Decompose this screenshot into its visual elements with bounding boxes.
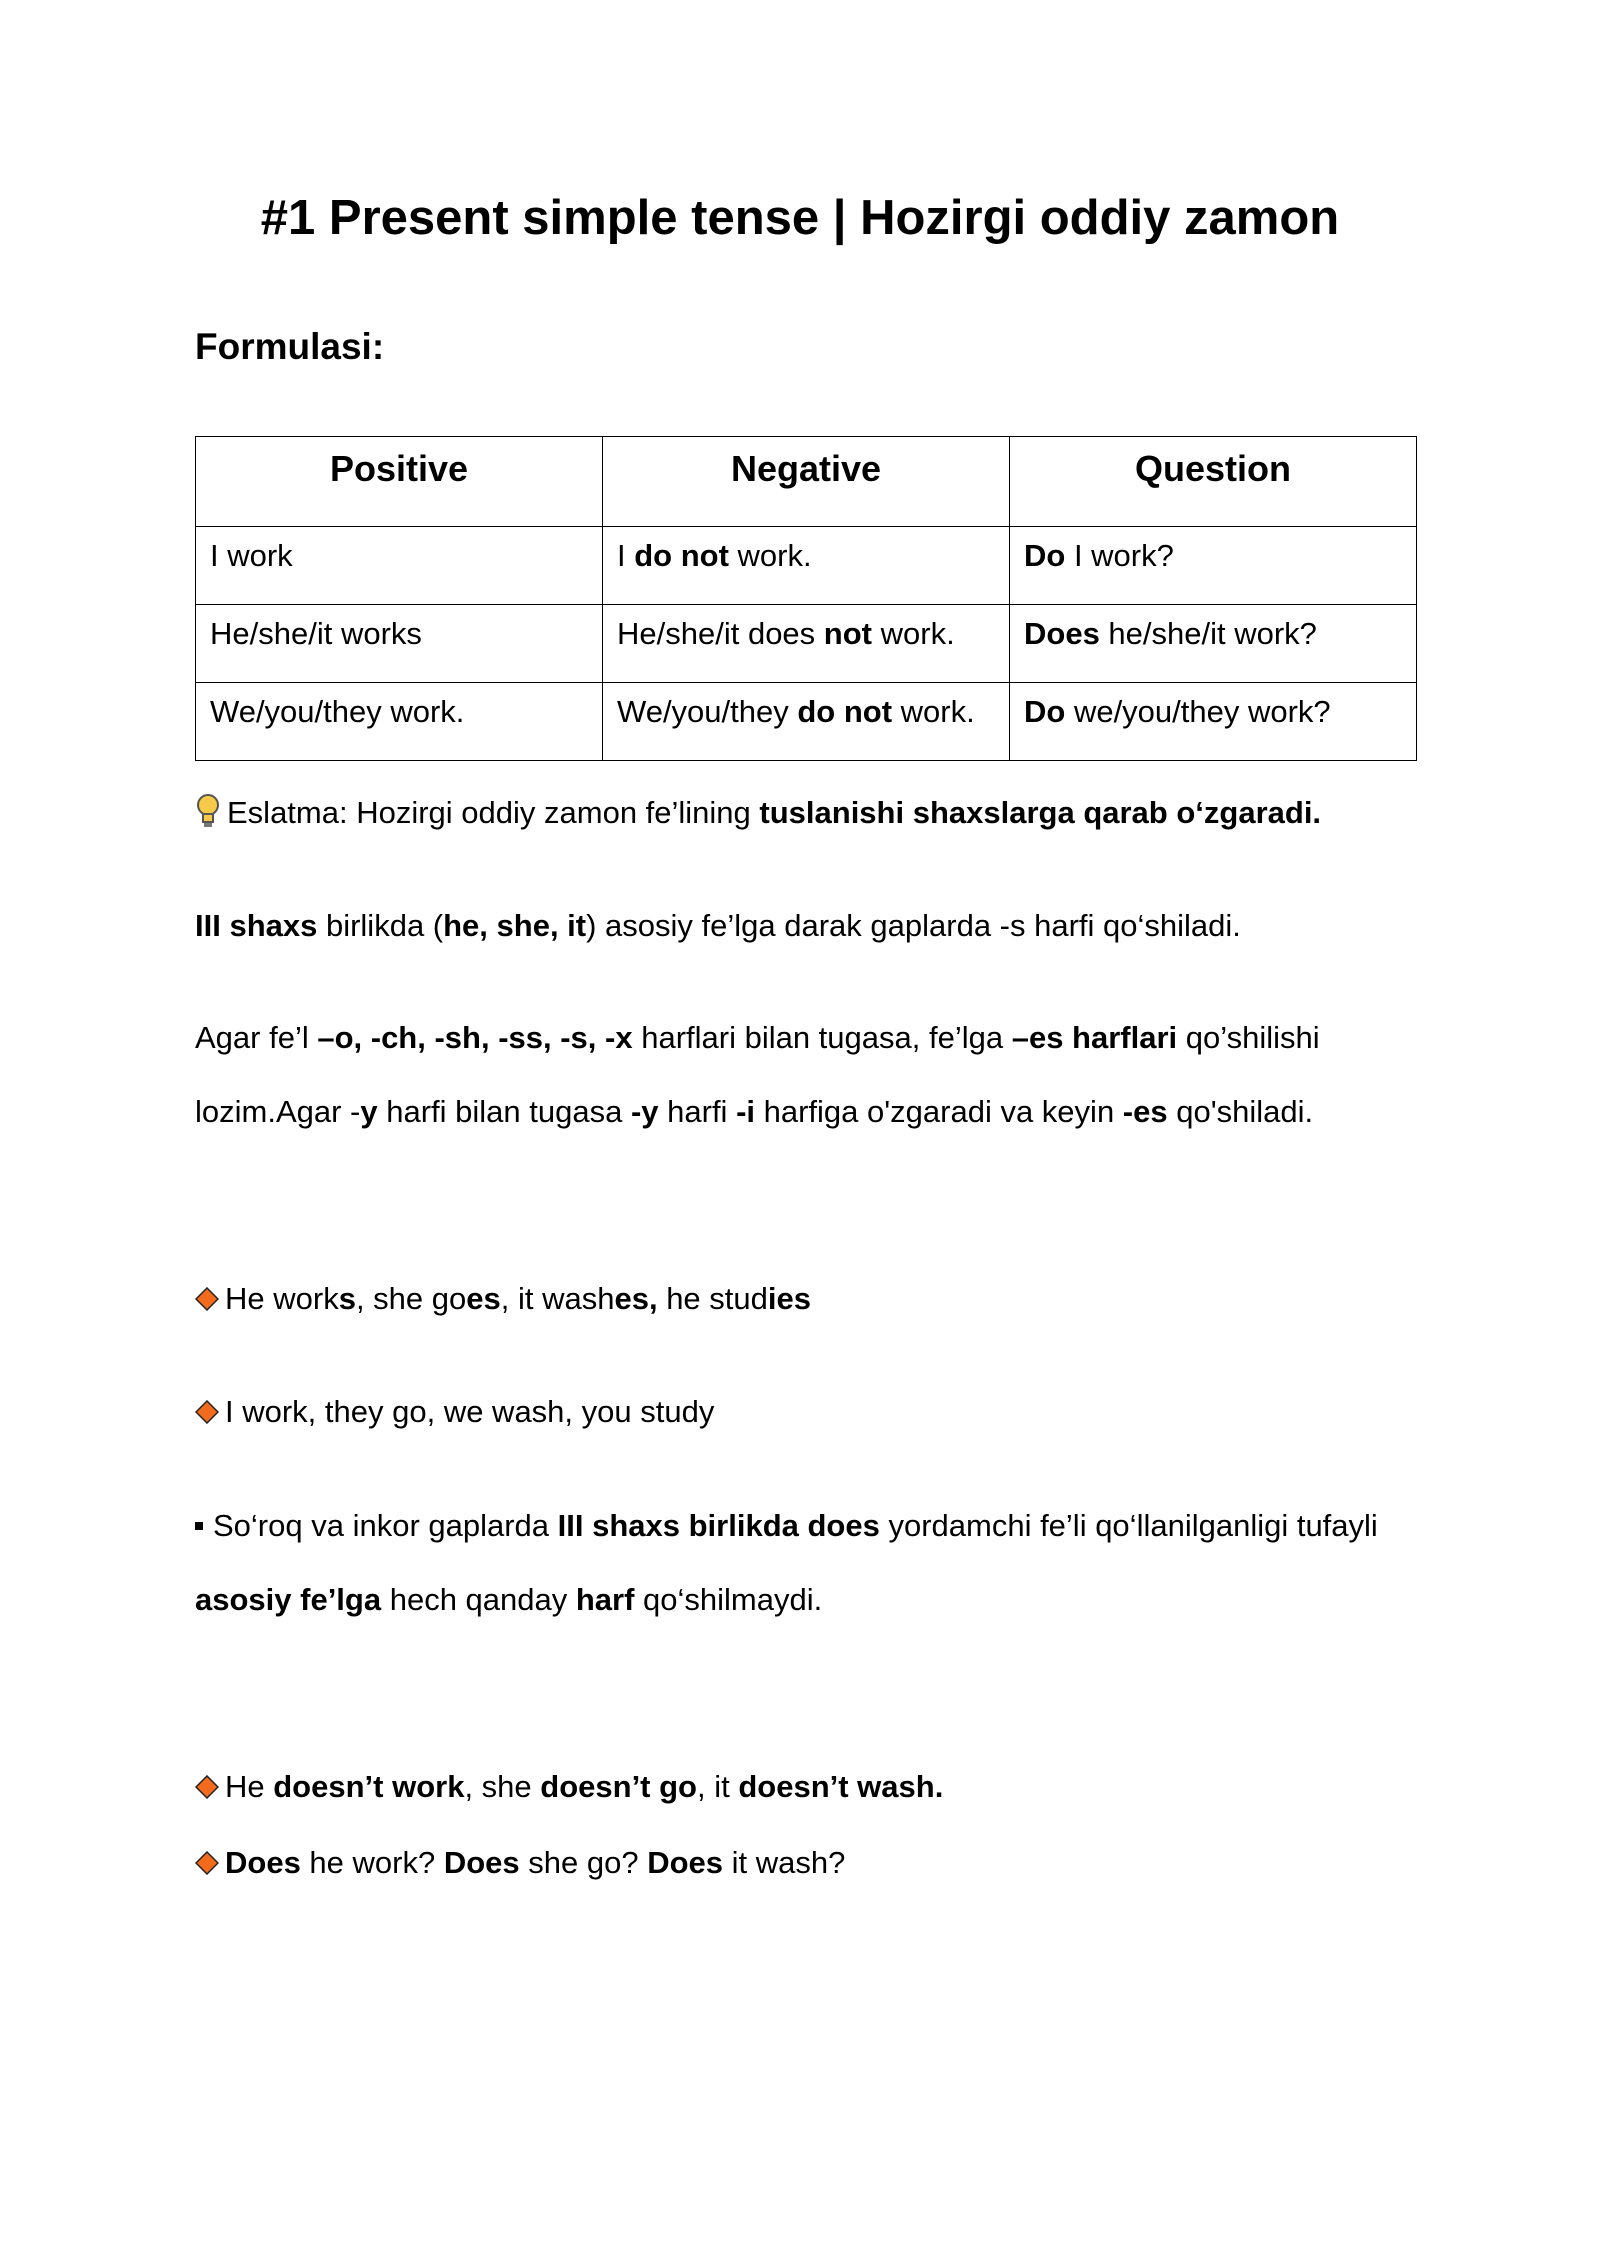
note-paragraph: Eslatma: Hozirgi oddiy zamon fe’lining tuslanishi shaxslarga qarab o‘zgaradi.	[195, 776, 1425, 850]
page-title: #1 Present simple tense | Hozirgi oddiy zamon	[260, 191, 1340, 245]
diamond-bullet-icon	[195, 1400, 219, 1424]
table-row	[196, 683, 1417, 761]
diamond-bullet-icon	[195, 1775, 219, 1799]
positive-cell: I work	[196, 527, 603, 605]
question-cell: Do we/you/they work?	[1010, 683, 1417, 761]
example-third-person: He works, she goes, it washes, he studies	[195, 1262, 1425, 1336]
diamond-bullet-icon	[195, 1851, 219, 1875]
square-bullet-icon	[195, 1522, 203, 1530]
example-negatives: He doesn’t work, she doesn’t go, it doesn’t wash.	[195, 1750, 1425, 1824]
table-row	[196, 527, 1417, 605]
formula-table	[195, 436, 1417, 761]
negative-cell: He/she/it does not work.	[603, 605, 1010, 683]
positive-cell: He/she/it works	[196, 605, 603, 683]
table-row	[196, 605, 1417, 683]
question-cell: Do I work?	[1010, 527, 1417, 605]
formula-heading: Formulasi:	[195, 326, 385, 367]
rule-questions-negatives: So‘roq va inkor gaplarda III shaxs birlikda does yordamchi fe’li qo‘llanilganligi tufayli asosiy fe’lga hech qanday harf qo‘shilmaydi.	[195, 1508, 1378, 1617]
column-header-positive: Positive	[196, 437, 603, 527]
negative-cell: We/you/they do not work.	[603, 683, 1010, 761]
diamond-bullet-icon	[195, 1287, 219, 1311]
table-header-row	[196, 437, 1417, 527]
column-header-question: Question	[1010, 437, 1417, 527]
example-other-persons: I work, they go, we wash, you study	[195, 1375, 1425, 1449]
lightbulb-icon	[195, 793, 221, 829]
question-cell: Does he/she/it work?	[1010, 605, 1417, 683]
rule-es-ending: Agar fe’l –o, -ch, -sh, -ss, -s, -x harflari bilan tugasa, fe’lga –es harflari qo’shilishi lozim.Agar -y harfi bilan tugasa -y harfi -i harfiga o'zgaradi va keyin -es qo'shiladi.	[195, 1020, 1320, 1129]
rule-third-person: III shaxs birlikda (he, she, it) asosiy fe’lga darak gaplarda -s harfi qo‘shiladi.	[195, 908, 1241, 943]
positive-cell: We/you/they work.	[196, 683, 603, 761]
example-questions: Does he work? Does she go? Does it wash?	[195, 1826, 1425, 1900]
negative-cell: I do not work.	[603, 527, 1010, 605]
column-header-negative: Negative	[603, 437, 1010, 527]
